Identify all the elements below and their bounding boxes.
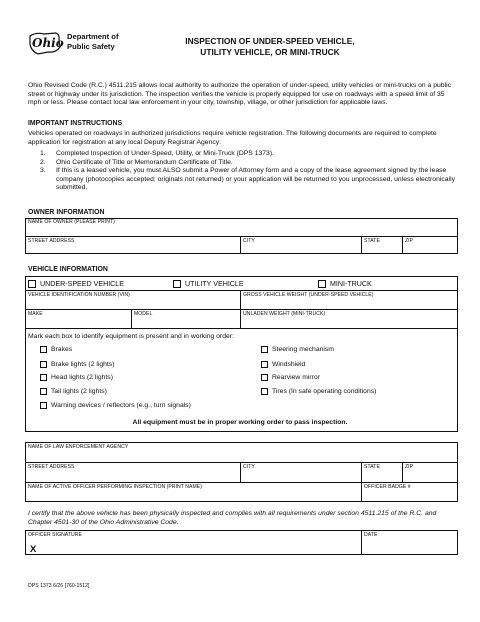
make-field[interactable]: MAKE bbox=[28, 311, 43, 317]
ohio-dps-logo bbox=[26, 30, 136, 56]
officer-badge-field[interactable]: OFFICER BADGE # bbox=[364, 484, 411, 490]
form-number: DPS 1373 6/26 [760-1512] bbox=[28, 583, 90, 589]
equip-label: Rearview mirror bbox=[272, 374, 320, 381]
checkbox-icon[interactable] bbox=[173, 280, 181, 288]
divider bbox=[402, 462, 403, 482]
instructions-text: Vehicles operated on roadways in authorized jurisdictions require vehicle registration. The following documents are required to complete application for registration at any local Deputy Registrar Agency: bbox=[28, 130, 437, 146]
equip-label: Steering mechanism bbox=[272, 346, 334, 353]
type-under-speed-checkbox[interactable] bbox=[28, 280, 124, 288]
instruction-step bbox=[40, 167, 460, 193]
title-line-2: UTILITY VEHICLE, OR MINI-TRUCK bbox=[200, 46, 340, 57]
instruction-step bbox=[40, 159, 460, 168]
divider bbox=[131, 309, 132, 328]
law-zip-field[interactable]: ZIP bbox=[405, 464, 414, 470]
equip-head-lights-checkbox[interactable] bbox=[40, 374, 113, 381]
equip-label: Windshield bbox=[272, 361, 306, 368]
divider bbox=[25, 290, 458, 291]
divider bbox=[361, 236, 362, 254]
equip-windshield-checkbox[interactable] bbox=[261, 361, 305, 368]
title-line-1: INSPECTION OF UNDER-SPEED VEHICLE, bbox=[185, 36, 355, 46]
proper-order-note: All equipment must be in proper working order to pass inspection. bbox=[132, 419, 348, 426]
equip-label: Head lights (2 lights) bbox=[51, 374, 113, 381]
equip-label: Tail lights (2 lights) bbox=[51, 388, 107, 395]
agency-name bbox=[67, 32, 118, 51]
type-mini-truck-checkbox[interactable] bbox=[318, 280, 372, 288]
divider bbox=[25, 328, 458, 329]
officer-name-field[interactable]: NAME OF ACTIVE OFFICER PERFORMING INSPECTION (PRINT NAME) bbox=[28, 484, 202, 490]
divider bbox=[240, 236, 241, 254]
model-field[interactable]: MODEL bbox=[134, 311, 153, 317]
step-text: If this is a leased vehicle, you must ALSO submit a Power of Attorney form and a copy of the lease agreement signed by the lease company (photocopies accepted; originals not returned) or your application will be returned to you unprocessed, unless electronically submitted. bbox=[56, 167, 455, 192]
checkbox-icon[interactable] bbox=[261, 388, 268, 395]
law-state-field[interactable]: STATE bbox=[364, 464, 380, 470]
owner-state-field[interactable]: STATE bbox=[364, 238, 380, 244]
equip-rearview-mirror-checkbox[interactable] bbox=[261, 374, 320, 381]
unladen-weight-field[interactable]: UNLADEN WEIGHT (MINI-TRUCK) bbox=[243, 311, 326, 317]
form-title bbox=[160, 36, 380, 57]
divider bbox=[25, 482, 458, 483]
type-label: UNDER-SPEED VEHICLE bbox=[40, 280, 124, 288]
instruction-step bbox=[40, 150, 460, 159]
gvw-field[interactable]: GROSS VEHICLE WEIGHT (UNDER-SPEED VEHICLE) bbox=[243, 292, 374, 298]
divider bbox=[361, 530, 362, 555]
signature-box bbox=[25, 530, 458, 555]
law-city-field[interactable]: CITY bbox=[243, 464, 255, 470]
equip-tail-lights-checkbox[interactable] bbox=[40, 388, 107, 395]
instruction-steps bbox=[40, 150, 460, 193]
equip-warning-devices-checkbox[interactable] bbox=[40, 402, 191, 409]
divider bbox=[25, 236, 458, 237]
divider bbox=[240, 462, 241, 482]
intro-paragraph: Ohio Revised Code (R.C.) 4511.215 allows local authority to authorize the operation of under-speed, utility vehicles or mini-trucks on a public street or highway under its jurisdiction. The inspection verifies the vehicle is properly equipped for use on roadways with a speed limit of 35 mph or less. Please contact local law enforcement in your city, township, village, or other jurisdiction for applicable laws. bbox=[28, 82, 452, 107]
owner-heading: OWNER INFORMATION bbox=[28, 209, 105, 216]
equip-label: Warning devices / reflectors (e.g., turn signals) bbox=[51, 402, 191, 409]
checkbox-icon[interactable] bbox=[261, 361, 268, 368]
equip-label: Brake lights (2 lights) bbox=[51, 361, 115, 368]
law-enforcement-box bbox=[25, 442, 458, 502]
equip-label: Brakes bbox=[51, 346, 73, 353]
type-label: MINI-TRUCK bbox=[330, 280, 372, 288]
signature-date-field[interactable]: DATE bbox=[364, 532, 378, 538]
owner-zip-field[interactable]: ZIP bbox=[405, 238, 414, 244]
step-text: Ohio Certificate of Title or Memorandum Certificate of Title. bbox=[56, 158, 233, 166]
equip-label: Tires (In safe operating conditions) bbox=[272, 388, 377, 395]
type-label: UTILITY VEHICLE bbox=[185, 280, 244, 288]
agency-line-1: Department of bbox=[67, 32, 119, 41]
checkbox-icon[interactable] bbox=[261, 346, 268, 353]
checkbox-icon[interactable] bbox=[40, 388, 47, 395]
vin-field[interactable]: VEHICLE IDENTIFICATION NUMBER (VIN) bbox=[28, 292, 130, 298]
divider bbox=[402, 236, 403, 254]
certification-statement: I certify that the above vehicle has been physically inspected and complies with all requirements under section 4511.215 of the R.C. and Chapter 4501-30 of the Ohio Administrative Code. bbox=[28, 510, 437, 526]
agency-line-2: Public Safety bbox=[67, 41, 115, 51]
instructions-heading: IMPORTANT INSTRUCTIONS bbox=[28, 120, 123, 127]
owner-city-field[interactable]: CITY bbox=[243, 238, 255, 244]
checkbox-icon[interactable] bbox=[40, 346, 47, 353]
ohio-logo-word: Ohio bbox=[32, 36, 64, 50]
agency-name-field[interactable]: NAME OF LAW ENFORCEMENT AGENCY bbox=[28, 444, 129, 450]
equip-steering-checkbox[interactable] bbox=[261, 346, 334, 353]
checkbox-icon[interactable] bbox=[40, 374, 47, 381]
step-number: 2. bbox=[40, 158, 46, 166]
equip-tires-checkbox[interactable] bbox=[261, 388, 376, 395]
checkbox-icon[interactable] bbox=[318, 280, 326, 288]
checkbox-icon[interactable] bbox=[40, 402, 47, 409]
step-number: 1. bbox=[40, 150, 46, 157]
step-text: Completed Inspection of Under-Speed, Utility, or Mini-Truck (DPS 1373). bbox=[56, 150, 274, 157]
vehicle-heading: VEHICLE INFORMATION bbox=[28, 266, 108, 273]
equip-brake-lights-checkbox[interactable] bbox=[40, 361, 114, 368]
checkbox-icon[interactable] bbox=[40, 361, 47, 368]
owner-street-field[interactable]: STREET ADDRESS bbox=[28, 238, 75, 244]
divider bbox=[25, 309, 458, 310]
type-utility-checkbox[interactable] bbox=[173, 280, 244, 288]
equipment-note: Mark each box to identify equipment is present and in working order: bbox=[28, 333, 234, 340]
equip-brakes-checkbox[interactable] bbox=[40, 346, 72, 353]
checkbox-icon[interactable] bbox=[261, 374, 268, 381]
checkbox-icon[interactable] bbox=[28, 280, 36, 288]
signature-x-mark: X bbox=[30, 544, 37, 555]
law-street-field[interactable]: STREET ADDRESS bbox=[28, 464, 75, 470]
divider bbox=[25, 462, 458, 463]
owner-name-field[interactable]: NAME OF OWNER (PLEASE PRINT) bbox=[28, 219, 115, 225]
step-number: 3. bbox=[40, 167, 46, 175]
officer-signature-field[interactable]: OFFICER SIGNATURE bbox=[28, 532, 82, 538]
